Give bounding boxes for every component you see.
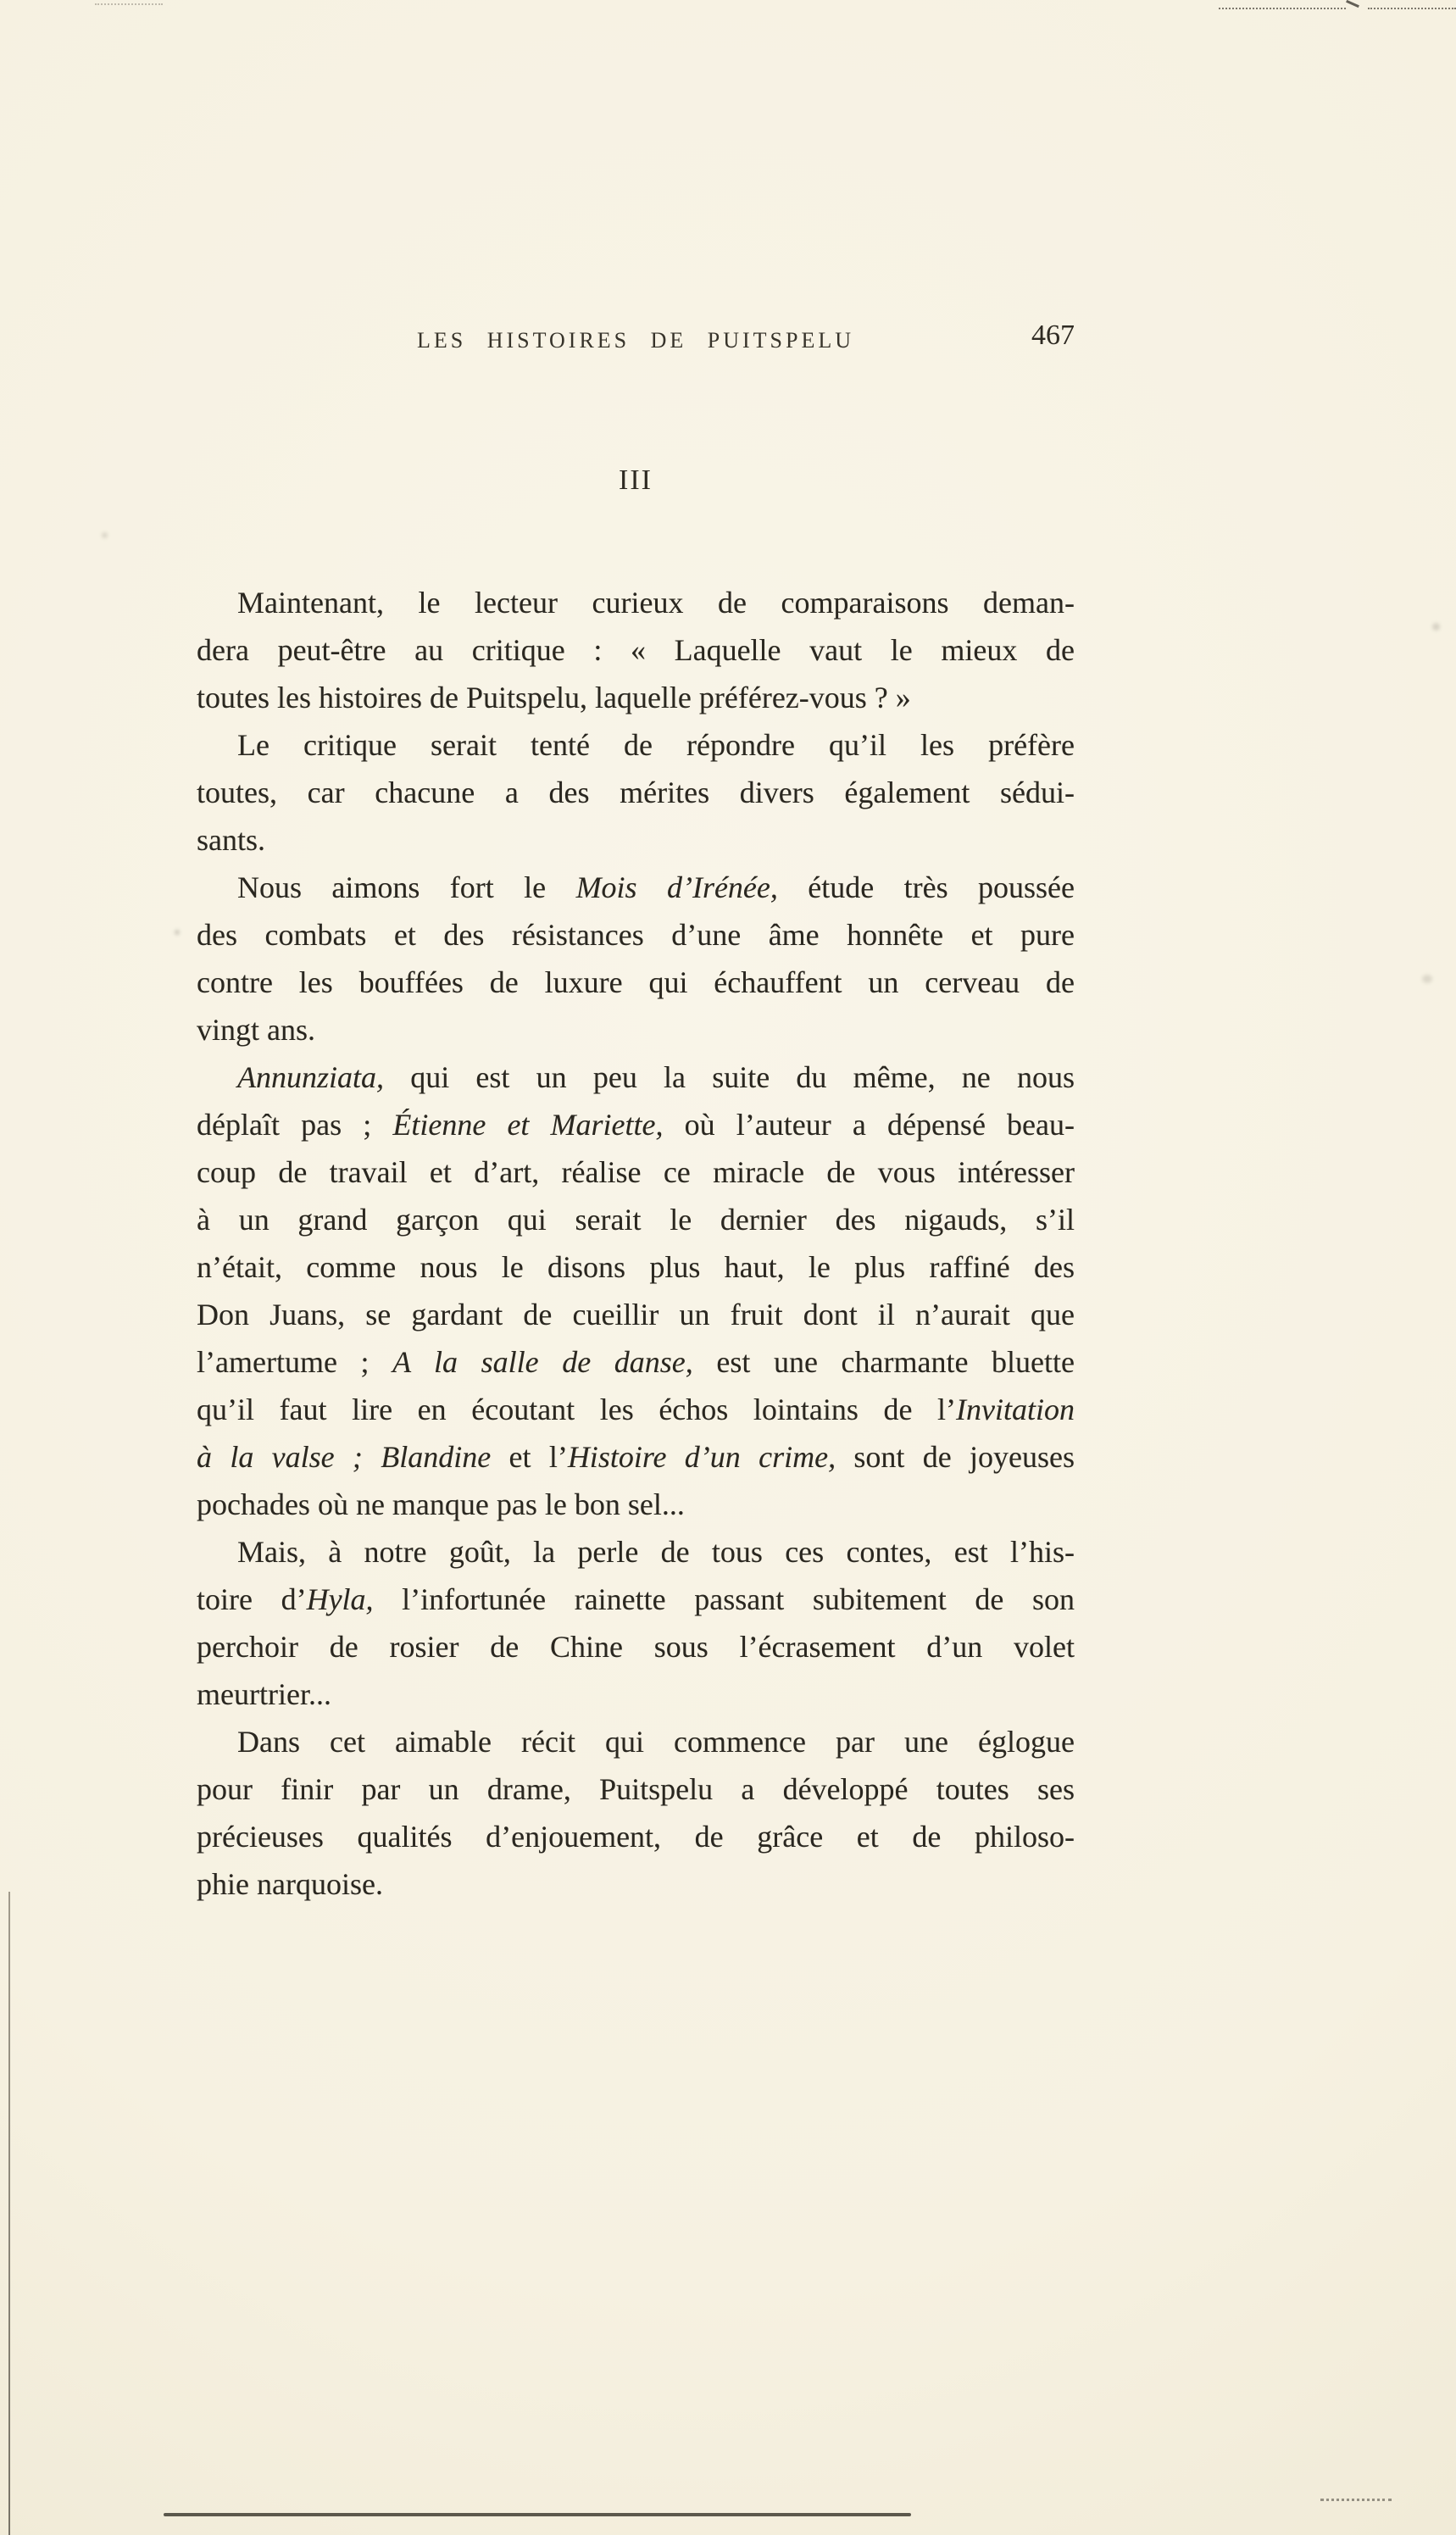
text-segment: est une charmante bluette <box>692 1345 1075 1379</box>
text-segment: meurtrier... <box>197 1677 331 1711</box>
text-segment: qu’il faut lire en écoutant les échos lointains de l’ <box>197 1393 957 1426</box>
scan-mark-top-left-dots <box>95 3 163 5</box>
text-line <box>197 1528 1075 1576</box>
scan-speck <box>1422 975 1432 983</box>
text-segment: phie narquoise. <box>197 1867 383 1901</box>
italic-text-segment: à la valse ; Blandine <box>197 1440 492 1474</box>
text-line <box>197 1481 1075 1528</box>
text-segment: l’amertume ; <box>197 1345 393 1379</box>
paragraph <box>197 1528 1075 1718</box>
text-line <box>197 1718 1075 1765</box>
text-line <box>197 1433 1075 1481</box>
text-segment: Nous aimons fort le <box>237 870 576 904</box>
text-segment: l’infortunée rainette passant subitement de son <box>373 1582 1075 1616</box>
text-segment: perchoir de rosier de Chine sous l’écrasement d’un volet <box>197 1630 1075 1664</box>
text-segment: étude très poussée <box>777 870 1075 904</box>
text-line <box>197 1053 1075 1101</box>
italic-text-segment: Mois d’Irénée, <box>575 870 778 904</box>
italic-text-segment: Histoire d’un crime, <box>567 1440 836 1474</box>
paragraph <box>197 579 1075 721</box>
text-line <box>197 769 1075 816</box>
text-segment: Mais, à notre goût, la perle de tous ces contes, est l’his- <box>237 1535 1075 1569</box>
text-segment: vingt ans. <box>197 1013 315 1047</box>
paragraph <box>197 1718 1075 1908</box>
text-segment: Dans cet aimable récit qui commence par une églogue <box>237 1725 1075 1759</box>
italic-text-segment: A la salle de danse, <box>392 1345 693 1379</box>
italic-text-segment: Annunziata, <box>237 1060 385 1094</box>
text-segment: sants. <box>197 823 265 857</box>
scan-speck <box>1432 623 1440 631</box>
scan-mark-bottom-dots <box>1320 2499 1392 2501</box>
text-line <box>197 579 1075 626</box>
text-line <box>197 911 1075 959</box>
text-line <box>197 1813 1075 1860</box>
body-text <box>197 579 1075 1908</box>
scan-mark-top-right-dots-2 <box>1368 8 1456 9</box>
text-line <box>197 674 1075 721</box>
text-segment: toutes, car chacune a des mérites divers également sédui- <box>197 776 1075 809</box>
text-segment: et l’ <box>491 1440 568 1474</box>
text-line <box>197 1576 1075 1623</box>
text-segment: des combats et des résistances d’une âme honnête et pure <box>197 918 1075 952</box>
text-line <box>197 864 1075 911</box>
scan-mark-top-right-tick <box>1346 0 1359 8</box>
text-segment: sont de joyeuses <box>836 1440 1075 1474</box>
page-header <box>197 320 1075 362</box>
text-segment: n’était, comme nous le disons plus haut, le plus raffiné des <box>197 1250 1075 1284</box>
italic-text-segment: Invitation <box>956 1393 1075 1426</box>
text-segment: précieuses qualités d’enjouement, de grâce et de philoso- <box>197 1820 1075 1854</box>
text-segment: Maintenant, le lecteur curieux de comparaisons deman- <box>237 586 1075 620</box>
text-segment: pour finir par un drame, Puitspelu a développé toutes ses <box>197 1772 1075 1806</box>
italic-text-segment: Hyla, <box>306 1582 374 1616</box>
running-title: LES HISTOIRES DE PUITSPELU <box>416 328 855 353</box>
text-line <box>197 1765 1075 1813</box>
paragraph <box>197 864 1075 1053</box>
page-number: 467 <box>1031 320 1075 351</box>
paragraph <box>197 721 1075 864</box>
text-segment: contre les bouffées de luxure qui échauffent un cerveau de <box>197 965 1075 999</box>
text-line <box>197 721 1075 769</box>
text-segment: où l’auteur a dépensé beau- <box>663 1108 1075 1142</box>
scan-speck <box>102 532 108 538</box>
text-line <box>197 1196 1075 1243</box>
text-line <box>197 816 1075 864</box>
section-heading: III <box>619 464 653 496</box>
text-segment: toutes les histoires de Puitspelu, laquelle préférez-vous ? » <box>197 681 911 714</box>
text-segment: pochades où ne manque pas le bon sel... <box>197 1487 685 1521</box>
text-line <box>197 626 1075 674</box>
text-segment: déplaît pas ; <box>197 1108 393 1142</box>
text-segment: toire d’ <box>197 1582 307 1616</box>
text-segment: coup de travail et d’art, réalise ce miracle de vous intéresser <box>197 1155 1075 1189</box>
text-line <box>197 1623 1075 1671</box>
text-line <box>197 1860 1075 1908</box>
text-segment: Le critique serait tenté de répondre qu’il les préfère <box>237 728 1075 762</box>
text-line <box>197 1671 1075 1718</box>
text-line <box>197 1386 1075 1433</box>
text-line <box>197 1291 1075 1338</box>
text-line <box>197 1101 1075 1148</box>
text-line <box>197 1148 1075 1196</box>
scan-speck <box>175 930 180 935</box>
scan-mark-bottom-line <box>164 2513 911 2516</box>
italic-text-segment: Étienne et Mariette, <box>392 1108 664 1142</box>
text-segment: Don Juans, se gardant de cueillir un fruit dont il n’aurait que <box>197 1298 1075 1331</box>
text-line <box>197 1243 1075 1291</box>
text-segment: qui est un peu la suite du même, ne nous <box>384 1060 1075 1094</box>
text-line <box>197 1006 1075 1053</box>
text-segment: dera peut-être au critique : « Laquelle vaut le mieux de <box>197 633 1075 667</box>
text-segment: à un grand garçon qui serait le dernier des nigauds, s’il <box>197 1203 1075 1237</box>
scan-mark-left-edge-line <box>8 1892 10 2535</box>
scan-mark-top-right-dots <box>1219 8 1346 9</box>
text-line <box>197 1338 1075 1386</box>
paragraph <box>197 1053 1075 1528</box>
text-line <box>197 959 1075 1006</box>
